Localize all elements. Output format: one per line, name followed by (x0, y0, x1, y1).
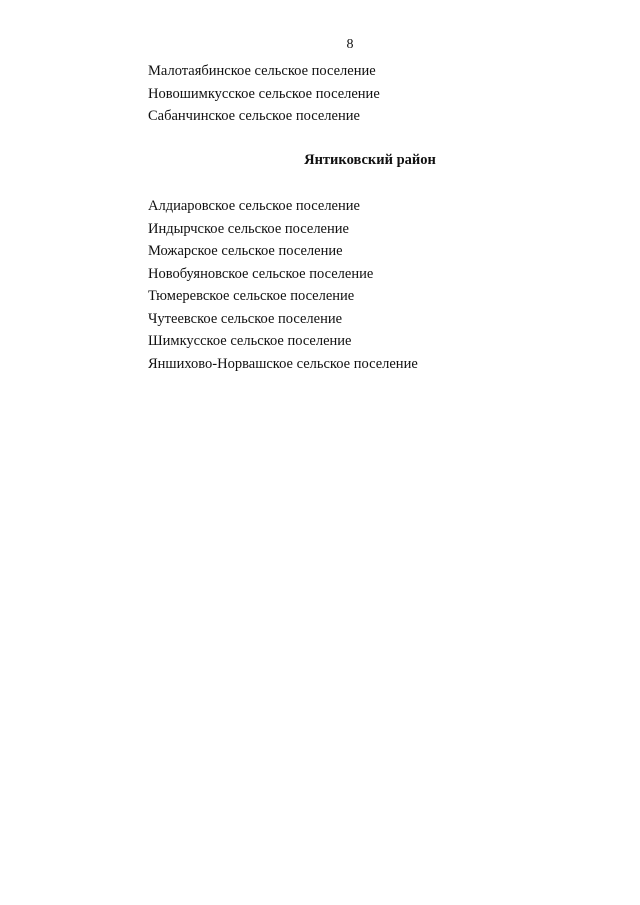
settlement-item: Яншихово-Норвашское сельское поселение (148, 355, 418, 372)
settlement-item: Шимкусское сельское поселение (148, 333, 352, 349)
settlement-item: Новобуяновское сельское поселение (148, 265, 374, 282)
settlement-item: Сабанчинское сельское поселение (148, 108, 360, 124)
settlement-item: Малотаябинское сельское поселение (148, 63, 376, 79)
page-number: 8 (346, 37, 354, 52)
settlement-list-continued (148, 60, 380, 128)
settlement-list (148, 195, 418, 375)
district-heading: Янтиковский район (304, 152, 436, 168)
settlement-item: Чутеевское сельское поселение (148, 310, 343, 327)
settlement-item: Тюмеревское сельское поселение (148, 288, 355, 304)
settlement-item: Можарское сельское поселение (148, 243, 343, 259)
settlement-item: Индырчское сельское поселение (148, 220, 349, 237)
settlement-item: Алдиаровское сельское поселение (148, 198, 360, 214)
settlement-item: Новошимкусское сельское поселение (148, 85, 380, 102)
